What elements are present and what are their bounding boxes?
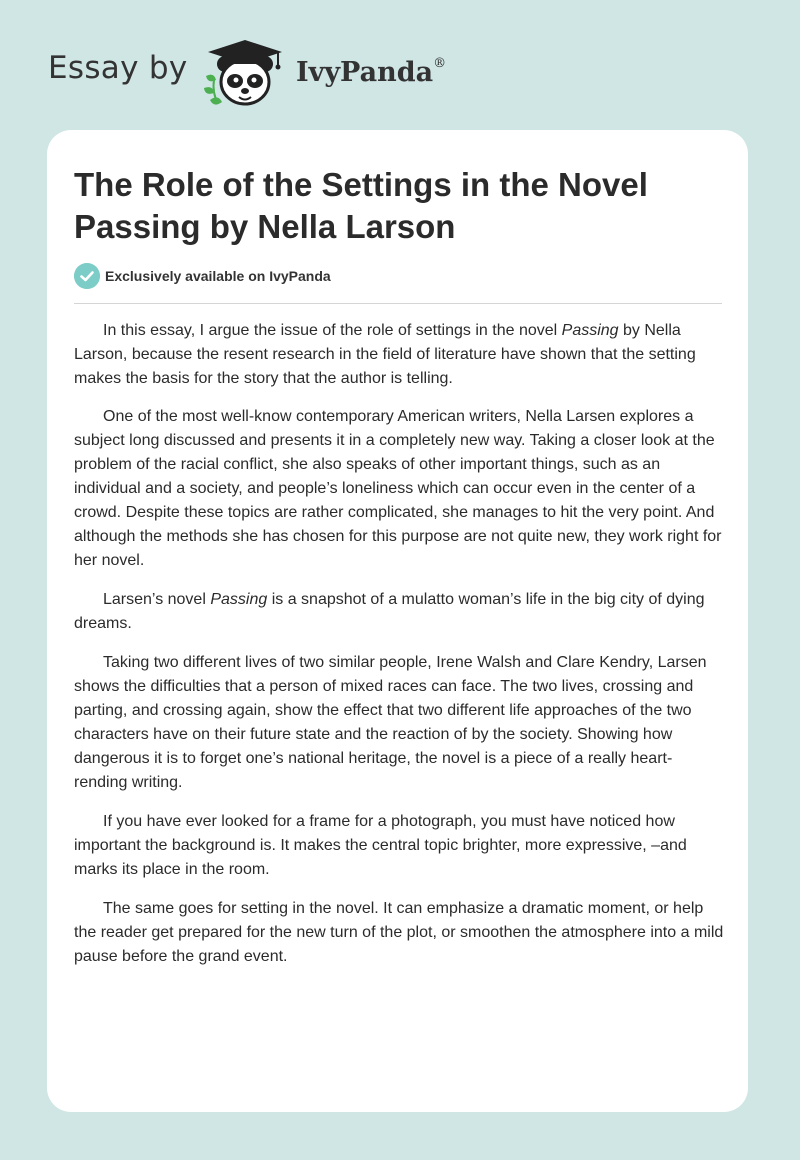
paragraph: Larsen’s novel Passing is a snapshot of a mulatto woman’s life in the big city of dying dreams. bbox=[74, 591, 705, 632]
essay-body bbox=[74, 319, 724, 984]
panda-graduation-cap-icon bbox=[200, 36, 290, 108]
ivy-leaf-icon bbox=[204, 75, 222, 105]
site-header bbox=[48, 36, 508, 108]
brand-name: IvyPanda® bbox=[296, 56, 447, 88]
divider bbox=[74, 303, 722, 304]
paragraph: If you have ever looked for a frame for a photograph, you must have noticed how important the background is. It makes the central topic brighter, more expressive, –and marks its place in the room. bbox=[74, 813, 687, 878]
paragraph: One of the most well-know contemporary American writers, Nella Larsen explores a subject long discussed and presents it in a completely new way. Taking a closer look at the problem of the racial conflict, she also speaks of other important things, such as an individual and a society, and people’s loneliness which can occur even in the center of a crowd. Despite these topics are rather complicated, she manages to hit the very point. And although the methods she has chosen for this purpose are not quite new, they work right for her novel. bbox=[74, 408, 722, 569]
registered-mark: ® bbox=[433, 56, 447, 71]
exclusive-badge-label: Exclusively available on IvyPanda bbox=[105, 268, 331, 284]
paragraph: The same goes for setting in the novel. It can emphasize a dramatic moment, or help the reader get prepared for the new turn of the plot, or smoothen the atmosphere into a mild pause before the grand event. bbox=[74, 900, 724, 965]
essay-title: The Role of the Settings in the Novel Passing by Nella Larson bbox=[74, 166, 648, 245]
essay-card bbox=[47, 130, 748, 1112]
paragraph: Taking two different lives of two similar people, Irene Walsh and Clare Kendry, Larsen shows the difficulties that a person of mixed races can face. The two lives, crossing and parting, and crossing again, show the effect that two different life approaches of the two characters have on their future state and the reaction of by the society. Showing how dangerous it is to forget one’s national heritage, the novel is a piece of a really heart-rending writing. bbox=[74, 654, 707, 791]
check-icon bbox=[74, 263, 100, 289]
paragraph: In this essay, I argue the issue of the role of settings in the novel Passing by Nella Larson, because the resent research in the field of literature have shown that the setting makes the basis for the story that the author is telling. bbox=[74, 322, 696, 387]
essay-by-label: Essay by bbox=[48, 50, 188, 86]
